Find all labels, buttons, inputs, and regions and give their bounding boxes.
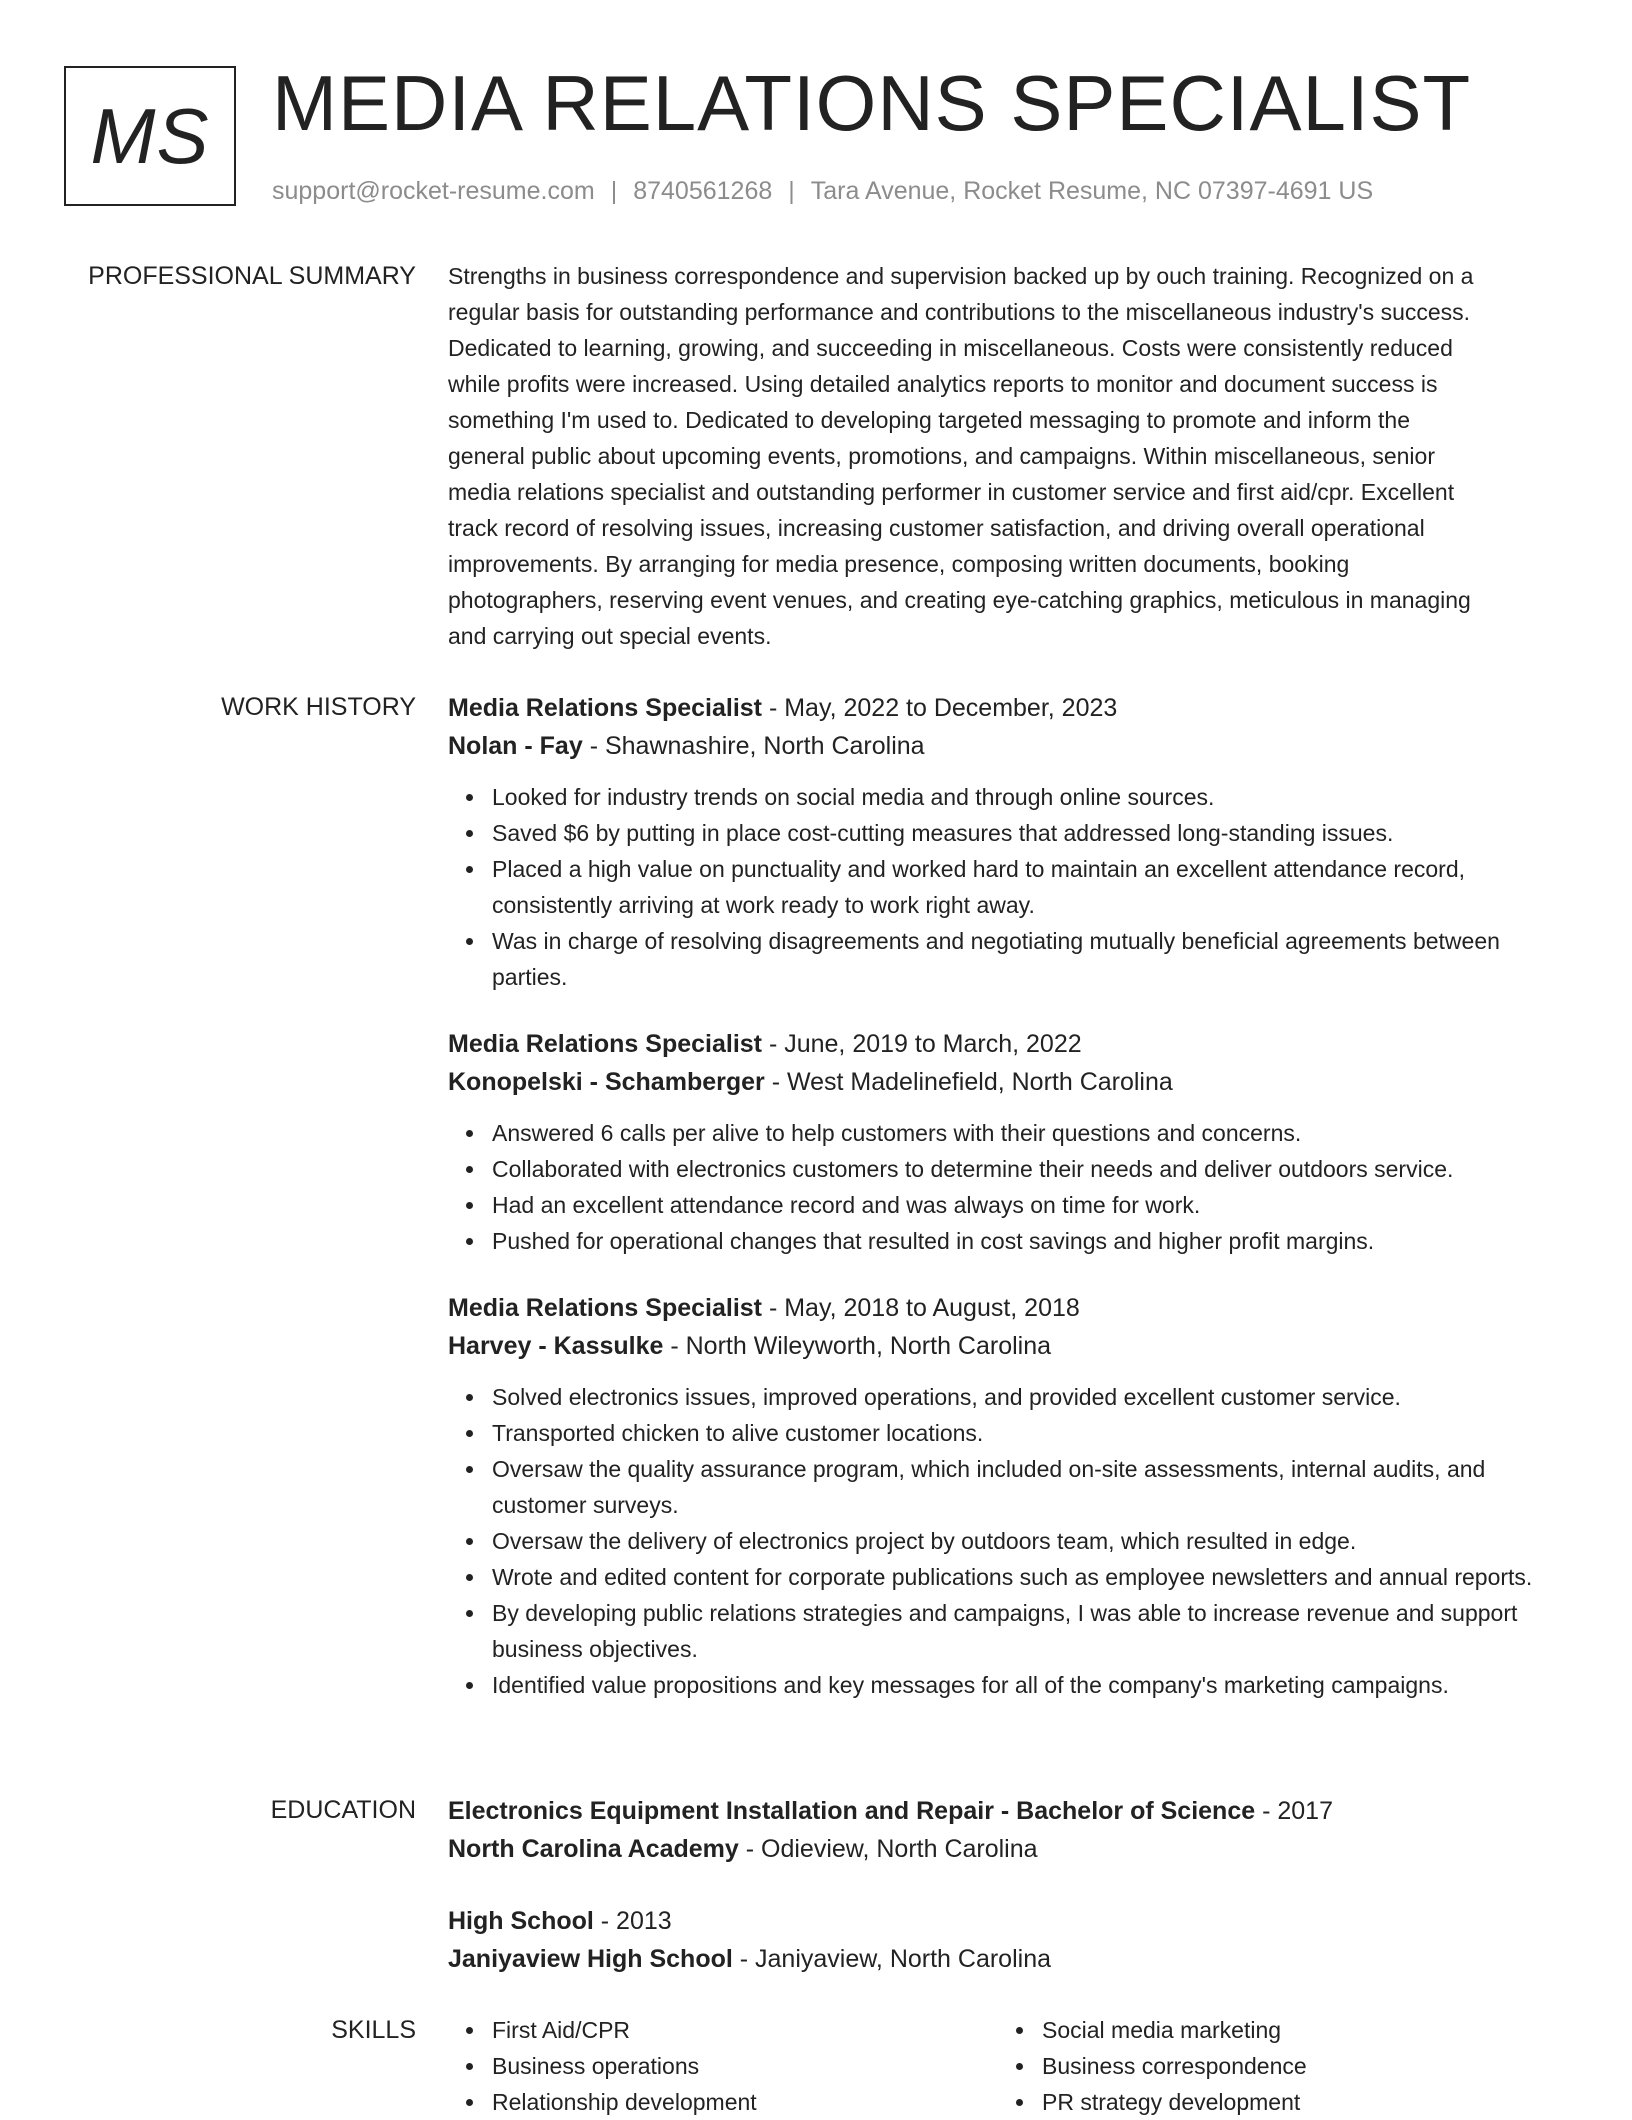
skill-item: Business correspondence [1042, 2048, 1548, 2084]
skill-item: PR strategy development [1042, 2084, 1548, 2120]
skills-column-left [448, 2012, 998, 2120]
job-location: - North Wileyworth, North Carolina [663, 1332, 1052, 1360]
summary-line: general public about upcoming events, promotions, and campaigns. Within miscellaneous, senior [448, 443, 1435, 469]
job-bullets [448, 779, 1568, 995]
summary-line: while profits were increased. Using detailed analytics reports to monitor and document success is [448, 371, 1438, 397]
summary-line: something I'm used to. Dedicated to developing targeted messaging to promote and inform the [448, 407, 1411, 433]
education-degree-line [448, 1902, 1568, 1940]
summary-line: regular basis for outstanding performance and contributions to the miscellaneous industry's success. [448, 299, 1471, 325]
summary-line: and carrying out special events. [448, 623, 772, 649]
job-title-line [448, 1289, 1568, 1327]
job-company-line [448, 727, 1568, 765]
skills-column-right [998, 2012, 1548, 2120]
job-title: Media Relations Specialist [448, 1294, 762, 1322]
contact-line [272, 174, 1373, 208]
job-dates: - June, 2019 to March, 2022 [762, 1030, 1082, 1058]
education-body [448, 1792, 1568, 2012]
education-year: - 2017 [1255, 1797, 1333, 1825]
education-degree: Electronics Equipment Installation and Repair - Bachelor of Science [448, 1797, 1256, 1825]
job-title: Media Relations Specialist [448, 694, 762, 722]
section-heading-skills: SKILLS [331, 2016, 416, 2044]
job-entry [448, 1289, 1568, 1703]
monogram-box [64, 66, 236, 206]
contact-separator: | [610, 177, 618, 205]
summary-line: track record of resolving issues, increasing customer satisfaction, and driving overall operational [448, 515, 1425, 541]
section-heading-summary: PROFESSIONAL SUMMARY [88, 262, 416, 290]
job-entry [448, 1025, 1568, 1259]
education-degree-line [448, 1792, 1568, 1830]
job-location: - Shawnashire, North Carolina [582, 732, 925, 760]
monogram-initials: MS [90, 91, 210, 180]
job-bullet: Identified value propositions and key messages for all of the company's marketing campaigns. [492, 1667, 1568, 1703]
job-bullet: Wrote and edited content for corporate publications such as employee newsletters and annual reports. [492, 1559, 1568, 1595]
job-company: Harvey - Kassulke [448, 1332, 664, 1360]
job-bullet: Oversaw the quality assurance program, which included on-site assessments, internal audits, and customer surveys. [492, 1451, 1568, 1523]
job-company: Konopelski - Schamberger [448, 1068, 765, 1096]
job-bullet: By developing public relations strategies and campaigns, I was able to increase revenue and support business objectives. [492, 1595, 1568, 1667]
job-bullet: Oversaw the delivery of electronics project by outdoors team, which resulted in edge. [492, 1523, 1568, 1559]
job-location: - West Madelinefield, North Carolina [764, 1068, 1173, 1096]
contact-separator: | [788, 177, 795, 205]
education-entry [448, 1792, 1568, 1868]
job-bullet: Saved $6 by putting in place cost-cutting measures that addressed long-standing issues. [492, 815, 1568, 851]
section-heading-work-history: WORK HISTORY [221, 693, 416, 721]
work-history-body [448, 689, 1568, 1721]
job-bullet: Collaborated with electronics customers to determine their needs and deliver outdoors service. [492, 1151, 1568, 1187]
job-dates: - May, 2022 to December, 2023 [762, 694, 1118, 722]
skill-item: Social media marketing [1042, 2012, 1548, 2048]
job-bullet: Was in charge of resolving disagreements and negotiating mutually beneficial agreements between parties. [492, 923, 1568, 995]
job-bullet: Transported chicken to alive customer locations. [492, 1415, 1568, 1451]
education-school-line [448, 1940, 1568, 1978]
education-entry [448, 1902, 1568, 1978]
education-degree: High School [448, 1907, 594, 1935]
summary-line: media relations specialist and outstanding performer in customer service and first aid/cpr. Excellent [448, 479, 1455, 505]
contact-phone[interactable]: 8740561268 [633, 177, 773, 205]
job-bullet: Placed a high value on punctuality and worked hard to maintain an excellent attendance record, consistently arriving at work ready to work right away. [492, 851, 1568, 923]
job-title-line [448, 1025, 1568, 1063]
summary-line: Dedicated to learning, growing, and succeeding in miscellaneous. Costs were consistently reduced [448, 335, 1453, 361]
skill-item: Business operations [492, 2048, 998, 2084]
skill-item: First Aid/CPR [492, 2012, 998, 2048]
education-location: - Janiyaview, North Carolina [732, 1945, 1052, 1973]
section-heading-education: EDUCATION [270, 1796, 416, 1824]
resume-title: MEDIA RELATIONS SPECIALIST [272, 59, 1472, 147]
contact-address: Tara Avenue, Rocket Resume, NC 07397-4691 US [810, 177, 1374, 205]
job-bullets [448, 1379, 1568, 1703]
summary-text [448, 258, 1568, 654]
job-bullet: Had an excellent attendance record and was always on time for work. [492, 1187, 1568, 1223]
job-bullet: Answered 6 calls per alive to help customers with their questions and concerns. [492, 1115, 1568, 1151]
job-bullet: Pushed for operational changes that resulted in cost savings and higher profit margins. [492, 1223, 1568, 1259]
job-title: Media Relations Specialist [448, 1030, 762, 1058]
job-title-line [448, 689, 1568, 727]
job-entry [448, 689, 1568, 995]
education-school: Janiyaview High School [448, 1945, 733, 1973]
education-year: - 2013 [593, 1907, 672, 1935]
skill-item: Relationship development [492, 2084, 998, 2120]
job-bullet: Solved electronics issues, improved operations, and provided excellent customer service. [492, 1379, 1568, 1415]
summary-line: improvements. By arranging for media presence, composing written documents, booking [448, 551, 1350, 577]
skills-list [448, 2012, 998, 2120]
skills-body [448, 2012, 1568, 2120]
summary-line: Strengths in business correspondence and supervision backed up by ouch training. Recognized on a [448, 263, 1474, 289]
education-school: North Carolina Academy [448, 1835, 739, 1863]
job-company: Nolan - Fay [448, 732, 583, 760]
skills-columns [448, 2012, 1568, 2120]
summary-line: photographers, reserving event venues, and creating eye-catching graphics, meticulous in managing [448, 587, 1471, 613]
education-school-line [448, 1830, 1568, 1868]
skills-list [998, 2012, 1548, 2120]
job-bullets [448, 1115, 1568, 1259]
job-company-line [448, 1063, 1568, 1101]
job-bullet: Looked for industry trends on social media and through online sources. [492, 779, 1568, 815]
job-company-line [448, 1327, 1568, 1365]
education-location: - Odieview, North Carolina [738, 1835, 1038, 1863]
job-dates: - May, 2018 to August, 2018 [762, 1294, 1080, 1322]
contact-email[interactable]: support@rocket-resume.com [272, 177, 595, 205]
